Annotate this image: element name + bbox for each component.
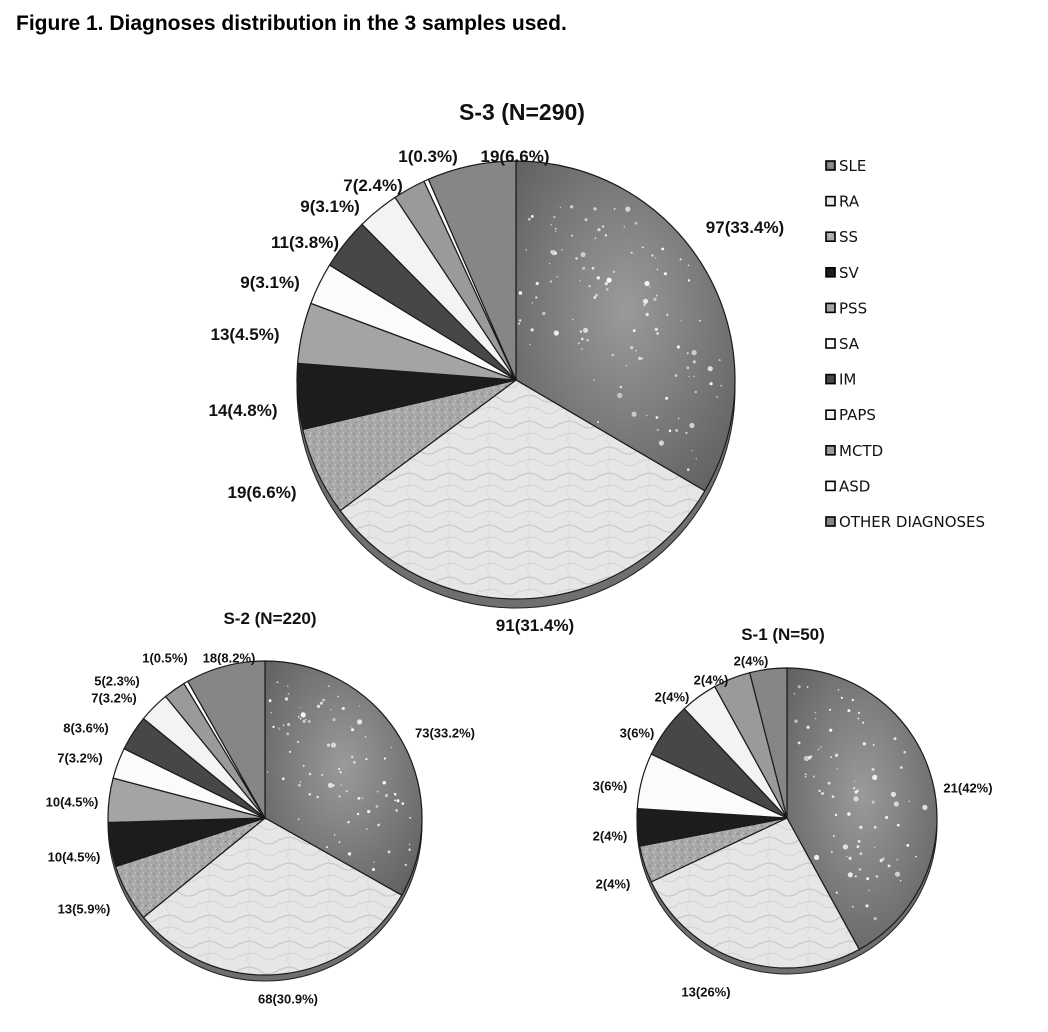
data-label-paps: 2(4%) [654, 689, 690, 705]
pie-title: S-1 (N=50) [741, 625, 825, 644]
legend-label-paps: PAPS [839, 406, 876, 425]
data-label-mctd: 7(2.4%) [343, 175, 403, 195]
legend [826, 157, 985, 531]
legend-label-mctd: MCTD [839, 441, 884, 460]
data-label-other-diagnoses: 19(6.6%) [480, 146, 550, 166]
legend-label-asd: ASD [839, 477, 871, 496]
data-label-other-diagnoses: 2(4%) [733, 653, 769, 669]
data-label-mctd: 5(2.3%) [94, 673, 140, 689]
data-label-sv: 14(4.8%) [208, 400, 278, 420]
data-label-paps: 9(3.1%) [300, 196, 360, 216]
data-label-ra: 68(30.9%) [258, 991, 318, 1007]
pie-chart-s-3-n-290 [209, 99, 785, 635]
data-label-ss: 2(4%) [595, 876, 631, 892]
data-label-pss: 13(4.5%) [210, 324, 280, 344]
data-label-paps: 7(3.2%) [91, 690, 137, 706]
data-label-sle: 97(33.4%) [705, 217, 785, 237]
legend-swatch-pss [826, 303, 835, 312]
legend-swatch-asd [826, 481, 835, 490]
pie-chart-s-1-n-50 [593, 625, 993, 1000]
data-label-ss: 19(6.6%) [227, 482, 297, 502]
legend-label-sa: SA [839, 335, 860, 353]
figure-title: Figure 1. Diagnoses distribution in the 3 samples used. [16, 12, 567, 35]
legend-swatch-mctd [826, 446, 835, 455]
data-label-sv: 2(4%) [592, 828, 628, 844]
legend-label-ss: SS [839, 228, 859, 247]
legend-label-sle: SLE [839, 157, 867, 175]
data-label-im: 3(6%) [619, 725, 655, 741]
legend-swatch-sv [826, 268, 835, 277]
legend-swatch-paps [826, 410, 835, 419]
legend-swatch-im [826, 375, 835, 384]
data-label-ra: 91(31.4%) [495, 615, 575, 635]
data-label-sle: 73(33.2%) [415, 725, 475, 741]
legend-label-other-diagnoses: OTHER DIAGNOSES [839, 513, 986, 531]
legend-swatch-sle [826, 161, 835, 170]
data-label-im: 11(3.8%) [270, 232, 340, 252]
legend-swatch-sa [826, 339, 835, 348]
legend-swatch-other-diagnoses [826, 517, 835, 526]
legend-label-sv: SV [839, 263, 859, 282]
legend-label-ra: RA [839, 192, 860, 211]
data-label-sa: 9(3.1%) [240, 272, 300, 292]
data-label-asd: 1(0.5%) [142, 650, 188, 666]
data-label-sle: 21(42%) [943, 780, 993, 796]
data-label-ra: 13(26%) [681, 984, 731, 1000]
legend-swatch-ss [826, 232, 835, 241]
data-label-sa: 3(6%) [592, 778, 628, 794]
data-label-other-diagnoses: 18(8.2%) [202, 650, 256, 666]
legend-label-pss: PSS [839, 299, 868, 318]
data-label-asd: 1(0.3%) [398, 146, 458, 166]
pie-title: S-3 (N=290) [459, 99, 585, 125]
legend-swatch-ra [826, 197, 835, 206]
pie-chart-s-2-n-220 [46, 609, 475, 1007]
data-label-sa: 7(3.2%) [57, 750, 103, 766]
data-label-mctd: 2(4%) [693, 672, 729, 688]
legend-label-im: IM [839, 370, 857, 389]
data-label-sv: 10(4.5%) [47, 849, 101, 865]
data-label-ss: 13(5.9%) [57, 901, 111, 917]
data-label-im: 8(3.6%) [63, 720, 109, 736]
data-label-pss: 10(4.5%) [45, 794, 99, 810]
pie-title: S-2 (N=220) [223, 609, 317, 628]
